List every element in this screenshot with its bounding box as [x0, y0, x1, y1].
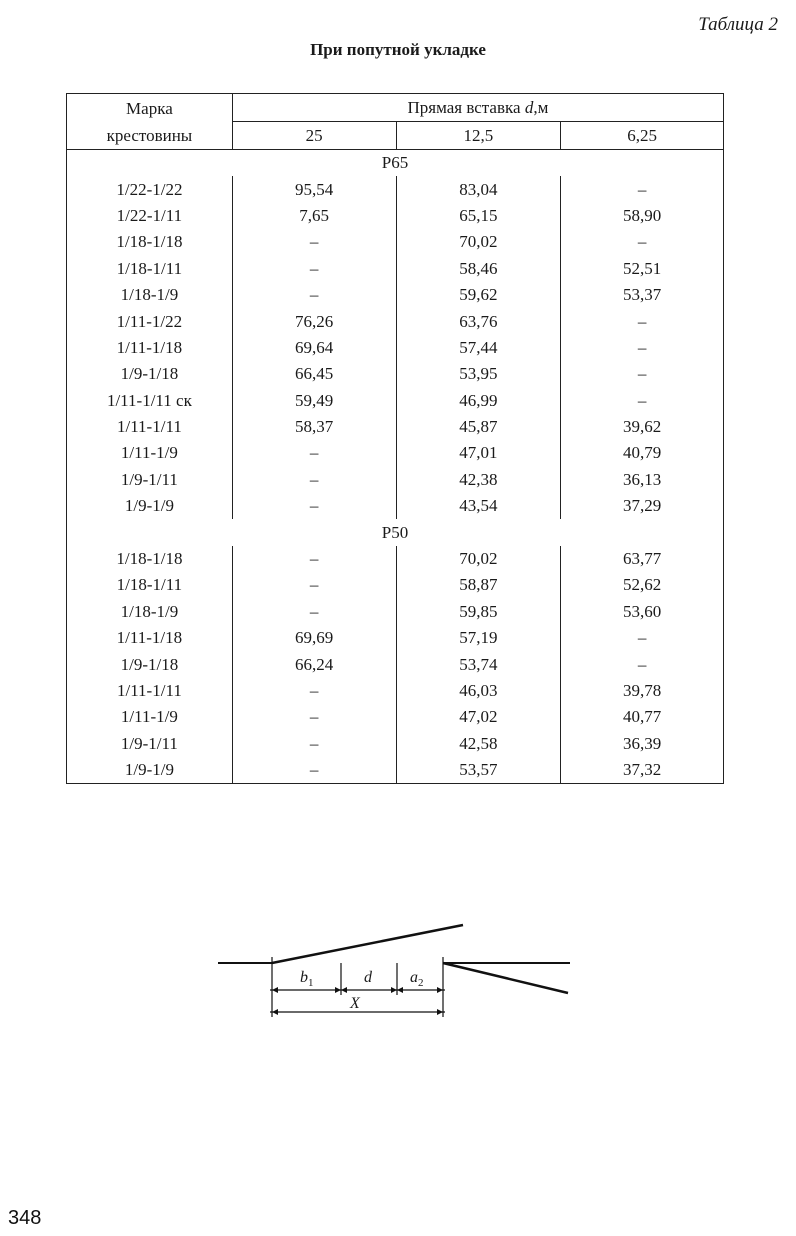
cell-25: 69,64 [232, 335, 396, 361]
cell-6-25: 52,62 [561, 572, 724, 598]
cell-12-5: 70,02 [396, 229, 561, 255]
cell-6-25: – [561, 625, 724, 651]
cell-mark: 1/11-1/9 [67, 440, 233, 466]
cell-6-25: 52,51 [561, 256, 724, 282]
header-mark-line1: Марка [126, 98, 173, 118]
cell-6-25: – [561, 388, 724, 414]
cell-25: 66,45 [232, 361, 396, 387]
header-mark-line2: крестовины [106, 125, 193, 145]
cell-12-5: 59,85 [396, 599, 561, 625]
cell-6-25: – [561, 308, 724, 334]
cell-12-5: 46,03 [396, 678, 561, 704]
cell-mark: 1/9-1/9 [67, 493, 233, 519]
cell-mark: 1/18-1/9 [67, 282, 233, 308]
cell-6-25: – [561, 361, 724, 387]
cell-mark: 1/22-1/11 [67, 203, 233, 229]
cell-25: – [232, 757, 396, 784]
cell-6-25: 37,32 [561, 757, 724, 784]
section-name: Р65 [67, 150, 724, 177]
cell-25: – [232, 493, 396, 519]
cell-mark: 1/18-1/11 [67, 256, 233, 282]
cell-12-5: 70,02 [396, 546, 561, 572]
cell-25: – [232, 599, 396, 625]
table-row [67, 282, 724, 308]
table-header-row [67, 94, 724, 122]
header-mark [67, 94, 233, 150]
label-b1: $b_1$ [300, 969, 314, 989]
cell-12-5: 59,62 [396, 282, 561, 308]
table-row [67, 572, 724, 598]
cell-mark: 1/9-1/9 [67, 757, 233, 784]
cell-12-5: 65,15 [396, 203, 561, 229]
cell-12-5: 45,87 [396, 414, 561, 440]
cell-6-25: 39,78 [561, 678, 724, 704]
cell-6-25: 40,79 [561, 440, 724, 466]
table-row [67, 493, 724, 519]
cell-mark: 1/11-1/18 [67, 335, 233, 361]
crossing-insert-table [66, 93, 724, 784]
cell-25: – [232, 467, 396, 493]
cell-25: – [232, 678, 396, 704]
table-row [67, 599, 724, 625]
section-header-row [67, 150, 724, 177]
cell-12-5: 42,38 [396, 467, 561, 493]
diverging-track-lower [443, 963, 568, 993]
cell-12-5: 57,44 [396, 335, 561, 361]
cell-6-25: – [561, 229, 724, 255]
table-row [67, 229, 724, 255]
header-insert-label: Прямая вставка d,м [407, 97, 549, 117]
cell-25: 69,69 [232, 625, 396, 651]
cell-12-5: 43,54 [396, 493, 561, 519]
cell-6-25: 40,77 [561, 704, 724, 730]
cell-25: – [232, 440, 396, 466]
cell-12-5: 53,57 [396, 757, 561, 784]
cell-12-5: 58,87 [396, 572, 561, 598]
cell-25: – [232, 704, 396, 730]
table-row [67, 467, 724, 493]
cell-mark: 1/11-1/11 ск [67, 388, 233, 414]
insert-diagram [210, 915, 580, 1025]
cell-mark: 1/18-1/18 [67, 546, 233, 572]
cell-25: 76,26 [232, 308, 396, 334]
table-row [67, 678, 724, 704]
table-row [67, 704, 724, 730]
table-row [67, 757, 724, 784]
table-row [67, 440, 724, 466]
label-d: d [364, 969, 372, 986]
cell-mark: 1/9-1/11 [67, 467, 233, 493]
cell-25: 95,54 [232, 176, 396, 202]
table-row [67, 203, 724, 229]
cell-6-25: 53,60 [561, 599, 724, 625]
cell-12-5: 63,76 [396, 308, 561, 334]
cell-mark: 1/9-1/18 [67, 651, 233, 677]
section-name: Р50 [67, 519, 724, 545]
table-row [67, 335, 724, 361]
cell-6-25: – [561, 651, 724, 677]
table-number-label: Таблица 2 [698, 14, 778, 35]
table-row [67, 651, 724, 677]
page-title: При попутной укладке [310, 40, 486, 59]
cell-25: – [232, 282, 396, 308]
cell-12-5: 53,95 [396, 361, 561, 387]
cell-mark: 1/9-1/11 [67, 731, 233, 757]
cell-mark: 1/18-1/18 [67, 229, 233, 255]
cell-25: – [232, 546, 396, 572]
cell-6-25: 37,29 [561, 493, 724, 519]
cell-mark: 1/11-1/22 [67, 308, 233, 334]
table-row [67, 308, 724, 334]
table-row [67, 625, 724, 651]
cell-6-25: – [561, 176, 724, 202]
table-row [67, 414, 724, 440]
cell-mark: 1/11-1/11 [67, 678, 233, 704]
cell-6-25: – [561, 335, 724, 361]
cell-mark: 1/22-1/22 [67, 176, 233, 202]
table-row [67, 256, 724, 282]
diverging-track-upper [272, 925, 463, 963]
cell-mark: 1/18-1/11 [67, 572, 233, 598]
header-insert [232, 94, 723, 122]
cell-mark: 1/18-1/9 [67, 599, 233, 625]
table-body [67, 150, 724, 784]
cell-12-5: 83,04 [396, 176, 561, 202]
cell-25: – [232, 256, 396, 282]
table-row [67, 731, 724, 757]
cell-mark: 1/11-1/9 [67, 704, 233, 730]
table-row [67, 176, 724, 202]
cell-12-5: 47,01 [396, 440, 561, 466]
cell-12-5: 58,46 [396, 256, 561, 282]
cell-6-25: 36,39 [561, 731, 724, 757]
section-header-row [67, 519, 724, 545]
cell-25: 58,37 [232, 414, 396, 440]
cell-25: 66,24 [232, 651, 396, 677]
cell-12-5: 47,02 [396, 704, 561, 730]
cell-6-25: 63,77 [561, 546, 724, 572]
cell-25: 7,65 [232, 203, 396, 229]
cell-6-25: 58,90 [561, 203, 724, 229]
header-col-6-25: 6,25 [561, 122, 724, 150]
table-row [67, 546, 724, 572]
cell-25: – [232, 572, 396, 598]
header-col-25: 25 [232, 122, 396, 150]
cell-12-5: 42,58 [396, 731, 561, 757]
cell-mark: 1/11-1/11 [67, 414, 233, 440]
table-row [67, 388, 724, 414]
label-a2: $a_2$ [410, 969, 424, 989]
cell-mark: 1/9-1/18 [67, 361, 233, 387]
label-x: X [350, 995, 360, 1012]
cell-12-5: 46,99 [396, 388, 561, 414]
cell-12-5: 53,74 [396, 651, 561, 677]
cell-mark: 1/11-1/18 [67, 625, 233, 651]
page-number: 348 [8, 1207, 42, 1229]
cell-6-25: 53,37 [561, 282, 724, 308]
cell-12-5: 57,19 [396, 625, 561, 651]
cell-25: – [232, 229, 396, 255]
cell-6-25: 36,13 [561, 467, 724, 493]
cell-25: 59,49 [232, 388, 396, 414]
cell-6-25: 39,62 [561, 414, 724, 440]
table-row [67, 361, 724, 387]
header-col-12-5: 12,5 [396, 122, 561, 150]
cell-25: – [232, 731, 396, 757]
